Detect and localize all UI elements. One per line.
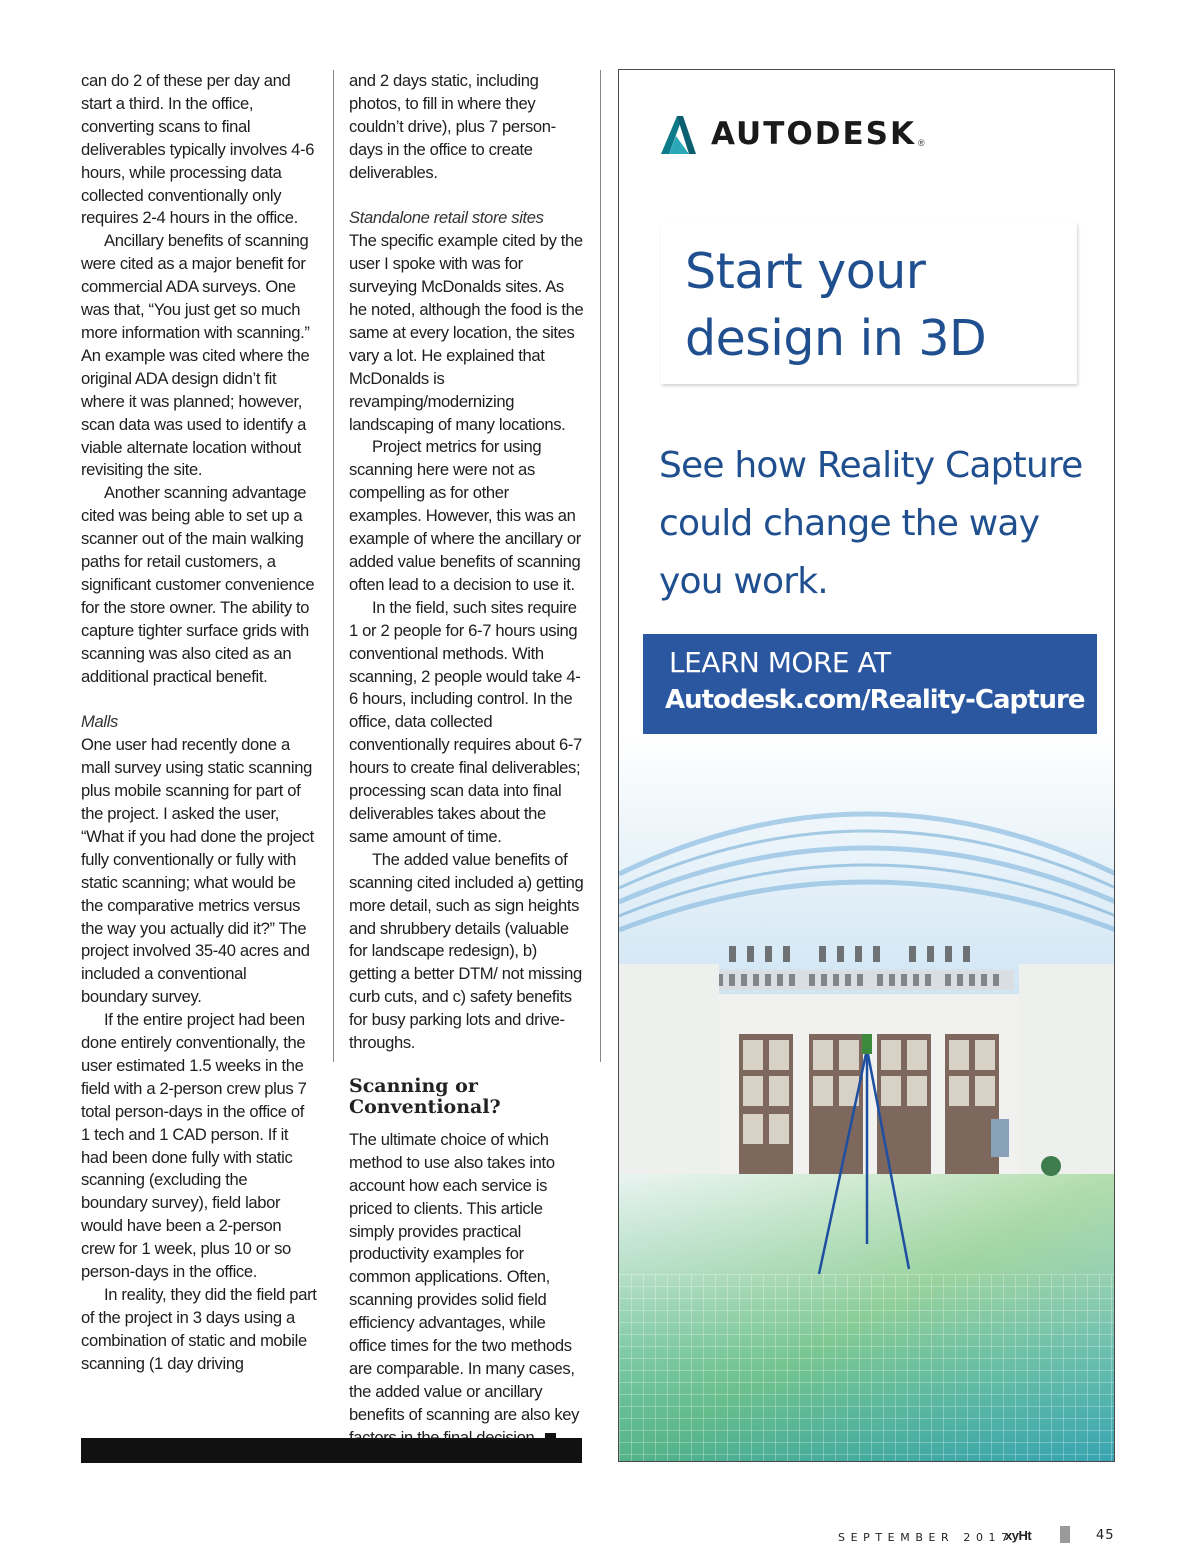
ad-headline: Start your design in 3D — [685, 243, 987, 367]
hall-scan-photo — [619, 734, 1115, 1462]
paragraph: Another scanning advantage cited was being able to set up a scanner out of the main walking paths for retail customers, a significant customer convenience for the store owner. The ability to capture tighter surface grids with scanning was also cited as an additional practical benefit. — [81, 483, 315, 686]
issue-date: SEPTEMBER 2017 — [838, 1531, 1014, 1544]
paragraph: can do 2 of these per day and start a third. In the office, converting scans to final deliverables typically involves 4-6 hours, while processing data collected conventionally only requires 2-4 hours in the office. — [81, 71, 315, 228]
paragraph: Ancillary benefits of scanning were cited as a major benefit for commercial ADA surveys. One was that, “You just get so much more information with scanning.” An example was cited where the original ADA design didn’t fit where it was planned; however, scan data was used to identify a viable alternate location without revisiting the site. — [81, 231, 310, 480]
learn-more-link[interactable] — [643, 634, 1097, 734]
page-number: 45 — [1096, 1528, 1115, 1543]
paragraph-final — [349, 1129, 585, 1450]
paragraph: In reality, they did the field part of the project in 3 days using a combination of static and mobile scanning (1 day driving — [81, 1285, 317, 1373]
autodesk-mark-icon — [659, 114, 697, 154]
paragraph: The added value benefits of scanning cited included a) getting more detail, such as sign heights and shrubbery details (valuable for landscape redesign), b) getting a better DTM/ not missing curb cuts, and c) safety benefits for busy parking lots and drive-throughs. — [349, 849, 584, 1053]
cta-label: LEARN MORE AT — [669, 646, 891, 679]
registered-mark: ® — [917, 138, 925, 148]
paragraph: If the entire project had been done entirely conventionally, the user estimated 1.5 weeks in the field with a 2-person crew plus 7 total person-days in the office of 1 tech and 1 CAD person. If it had been done fully with static scanning (excluding the boundary survey), field labor would have been a 2-person crew for 1 week, plus 10 or so person-days in the office. — [81, 1010, 307, 1282]
paragraph: The specific example cited by the user I spoke with was for surveying McDonalds sites. As he noted, although the food is the same at every location, the sites vary a lot. He explained that McDonalds is revamping/modernizing landscaping of many locations. — [349, 231, 584, 434]
paragraph: Project metrics for using scanning here were not as compelling as for other examples. However, this was an example of where the ancillary or added value benefits of scanning often lead to a decision to use it. — [349, 437, 581, 594]
cta-url[interactable]: Autodesk.com/Reality-Capture — [665, 685, 1085, 715]
section-heading: Scanning or Conventional? — [349, 1074, 501, 1118]
brand-name: AUTODESK — [711, 116, 916, 152]
paragraph: In the field, such sites require 1 or 2 people for 6-7 hours using conventional methods. With scanning, 2 people would take 4-6 hours, including control. In the office, data collected conventionally requires about 6-7 hours to create final deliverables; processing scan data into final deliverables takes about the same amount of time. — [349, 597, 582, 846]
autodesk-logo — [659, 110, 925, 158]
black-bar — [81, 1438, 582, 1463]
headline-box — [661, 222, 1077, 384]
footer-marker — [1060, 1526, 1070, 1543]
magazine-name: xyHt — [1005, 1528, 1032, 1543]
article-column-1 — [81, 70, 317, 1376]
subheading-retail: Standalone retail store sites — [349, 208, 544, 228]
advertisement[interactable] — [618, 69, 1115, 1462]
paragraph: One user had recently done a mall survey using static scanning plus mobile scanning for part of the project. I asked the user, “What if you had done the project fully conventionally or fully with static scanning; what would be the comparative metrics versus the way you actually did it?” The project involved 35-40 acres and included a conventional boundary survey. — [81, 735, 314, 1007]
column-divider — [600, 70, 601, 1062]
article-column-2 — [349, 70, 585, 1450]
paragraph-text: The ultimate choice of which method to use also takes into account how each service is priced to clients. This article simply provides practical productivity examples for common applications. Often, scanning provides solid field efficiency advantages, while office times for the two methods are comparable. In many cases, the added value or ancillary benefits of scanning are also key — [349, 1129, 580, 1424]
subheading-malls: Malls — [81, 712, 118, 732]
column-divider — [333, 70, 334, 1062]
ad-subheadline: See how Reality Capture could change the way you work. — [659, 445, 1083, 602]
paragraph: and 2 days static, including photos, to fill in where they couldn’t drive), plus 7 person-days in the office to create deliverables. — [349, 71, 556, 182]
